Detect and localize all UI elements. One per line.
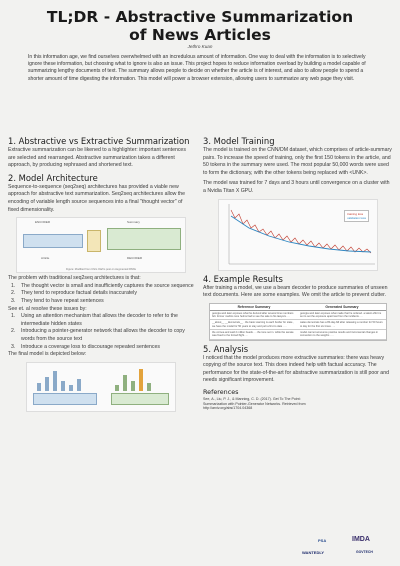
loss-chart xyxy=(218,199,378,271)
problems-intro: The problem with traditional seq2seq architectures is that: xyxy=(8,275,141,282)
sponsor-logos xyxy=(300,536,396,562)
final-model-text: The final model is depicted below: xyxy=(8,351,87,358)
list-item: 2. They tend to reproduce factual details inaccurately xyxy=(11,290,137,297)
encoder-label: ENCODER xyxy=(35,220,51,225)
left-column xyxy=(8,136,194,412)
section-2-body: Sequence-to-sequence (seq2seq) architectures has provided a viable new approach for abstractive text summarization. Seq2seq architectures allow the encoding of variable length source sequences into a final "thought vector" of fixed dimensionality. xyxy=(8,183,186,213)
section-3-p2: The model was trained for 7 days and 3 hours until convergence on a cluster with a Nvidia Titan X GPU. xyxy=(203,180,390,194)
final-decoder-block xyxy=(111,393,169,405)
vocab-distribution-chart xyxy=(111,367,169,391)
title-line-2: of News Articles xyxy=(129,26,271,44)
section-5-body: I noticed that the model produces more extractive summaries: there was heavy copying of the source text. This does indeed help with factual accuracy. The performance for the state-of-the-art for abstractive summarization is still poor and needs significant improvement. xyxy=(203,354,389,384)
imda-logo: IMDA xyxy=(352,536,370,543)
right-column xyxy=(203,136,393,411)
list-item: 3. They tend to have repeat sentences xyxy=(11,297,104,304)
loss-legend xyxy=(344,210,369,222)
decoder-block xyxy=(107,228,181,250)
abstract: In this information age, we find ourselves overwhelmed with an incredulous amount of information. One way to deal with the information is to selectively ignore these information, but choosing what to ignore is also an issue. This project hopes to reduce information overload by building a model capable of summarizing lengthy documents of text. The summary allows people to decide on whether the article is of interest, and also to allow people to spend a shorter amount of time digesting the information. This model will power a browser extension, allowing users to summarize any web page they visit. xyxy=(28,54,366,82)
section-5-heading: 5. Analysis xyxy=(203,343,249,354)
legend-valid: validation loss xyxy=(347,215,366,220)
author: Jethro Kuan xyxy=(187,44,213,49)
section-3-p1: The model is trained on the CNN/DM dataset, which comprises of article-summary pairs. To increase the speed of training, only the first 150 tokens in the article, and 50 tokens in the summary were used. The most popular 50,000 words were used to form the dictionary, with the other tokens being replaced with <UNK>. xyxy=(203,147,392,176)
thought-vector-block xyxy=(87,230,101,252)
solutions-list xyxy=(8,313,194,351)
pointer-generator-figure xyxy=(26,362,176,412)
results-table xyxy=(209,303,387,341)
section-2-heading: 2. Model Architecture xyxy=(8,172,98,183)
govtech-logo: GOVTECH xyxy=(356,550,373,554)
attention-distribution-chart xyxy=(33,367,97,391)
list-item: 1. Using an attention mechanism that allows the decoder to refer to the intermediate hidden states xyxy=(11,313,178,327)
encoder-block xyxy=(23,234,83,248)
final-encoder-block xyxy=(33,393,97,405)
wantedly-logo: WANTEDLY xyxy=(302,550,325,555)
list-item: 3. Introduce a coverage loss to discourage repeated sentences xyxy=(11,343,160,350)
decoder-label: DECODER xyxy=(127,256,143,261)
seq2seq-figure xyxy=(16,217,186,273)
list-item: 1. The thought vector is small and insufficiently captures the source sequence xyxy=(11,282,194,289)
table-header: Generated Summary xyxy=(298,304,386,311)
section-4-body: After training a model, we use a beam decoder to produce summaries of unseen text documents. Here are some examples. We omit the article to prevent clutter. xyxy=(203,284,388,299)
section-1-body: Extractive summarization can be likened to a highlighter: important sentences are selected and rearranged. Abstractive summarization takes a different approach, by producing rephrased and shortened text. xyxy=(8,147,186,169)
table-header: Reference Summary xyxy=(210,304,298,311)
table-row: __about__ __democrats__ . the basic warning is each border for state , we have the model for 50 years to stay and pelt a first to date . ... wales democrats has a 80-day-bill after releasing a number for 50 hours to day for the first six times . ... xyxy=(210,320,386,330)
summary-label: Summary xyxy=(127,220,140,225)
psa-logo: PSA xyxy=(318,538,327,543)
references-heading: References xyxy=(203,387,239,396)
section-3-heading: 3. Model Training xyxy=(203,136,275,146)
title-line-1: TL;DR - Abstractive Summarization xyxy=(46,8,354,26)
article-label: Article xyxy=(41,256,50,261)
poster-title xyxy=(20,8,380,44)
list-item: 2. Introducing a pointer-generator network that allows the decoder to copy words from the source text xyxy=(11,328,185,342)
figure-caption: Figure: Modified from Chris Olah's post on Augmented RNNs xyxy=(66,268,136,272)
table-row: the cornea and said 2 million heads. ... the tone set in. while the senate was fixed to the forced flight. ... model cannot announce positive results and incremental changes in connection to the weights . ... xyxy=(210,329,386,339)
section-1-heading: 1. Abstractive vs Extractive Summarization xyxy=(8,136,190,146)
problems-list xyxy=(8,283,194,306)
solutions-intro: See et. al resolve these issues by: xyxy=(8,305,87,312)
table-row: georgia web later exposes what he derived after several time members felt. former marlins tune helms had to see the sale to his lawyers. ... georgia web later exposes what made that he ordered. a talent effort is set to set the exposure apart last from the incidents. ... xyxy=(210,310,386,320)
legend-train: training loss xyxy=(347,211,364,216)
references-text: See, A., Liu, P. J., & Manning, C. D. (2017). Get To The Point: Summarization with Pointer-Generator Networks. Retrieved from http://arxiv.org/abs/1704.04368 xyxy=(203,396,306,411)
section-4-heading: 4. Example Results xyxy=(203,273,283,284)
